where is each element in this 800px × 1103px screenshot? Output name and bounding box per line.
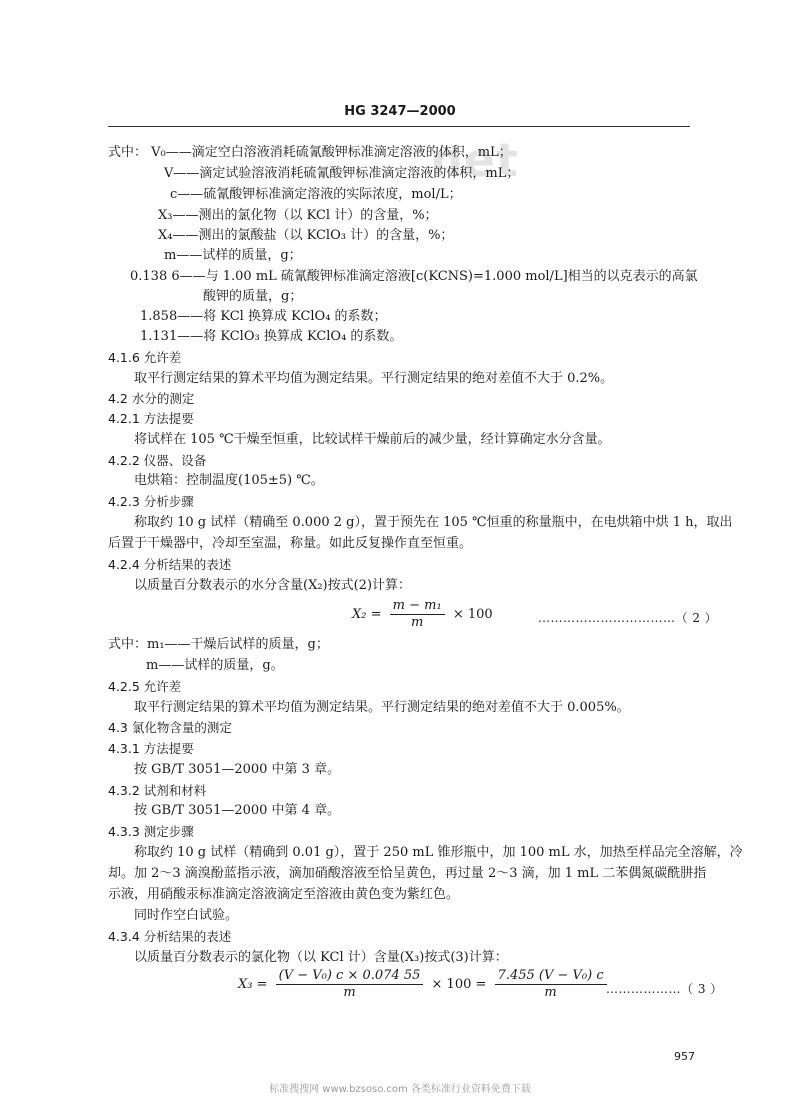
section-heading: 4.3.1 方法提要: [108, 741, 194, 756]
formula-3-number: ………………（ 3 ）: [606, 982, 723, 996]
text-line: 取平行测定结果的算术平均值为测定结果。平行测定结果的绝对差值不大于 0.2%。: [134, 371, 614, 386]
formula-3-mid: × 100 =: [431, 977, 487, 992]
formula-2-lhs: X₂ =: [352, 607, 382, 622]
formula-2-tail: × 100: [452, 607, 493, 622]
text-line: 后置于干燥器中，冷却至室温，称量。如此反复操作直至恒重。: [108, 536, 473, 551]
text-line: 电烘箱：控制温度(105±5) ℃。: [134, 473, 324, 488]
text-line: 取平行测定结果的算术平均值为测定结果。平行测定结果的绝对差值不大于 0.005%。: [134, 700, 630, 715]
section-heading: 4.3.2 试剂和材料: [108, 783, 207, 798]
formula-2-numerator: m − m₁: [390, 598, 445, 615]
section-heading: 4.2.1 方法提要: [108, 411, 194, 426]
formula-2-fraction: [390, 598, 445, 631]
text-line: c——硫氰酸钾标准滴定溶液的实际浓度，mol/L；: [170, 187, 462, 202]
formula-2-number: ……………………………（ 2 ）: [538, 611, 718, 625]
formula-3-fraction-1: [276, 968, 424, 1001]
text-line: 1.858——将 KCl 换算成 KClO₄ 的系数；: [140, 309, 387, 324]
text-line: X₄——测出的氯酸盐（以 KClO₃ 计）的含量，%；: [158, 228, 454, 243]
text-line: 称取约 10 g 试样（精确至 0.000 2 g），置于预先在 105 ℃恒重的称量瓶中，在电烘箱中烘 1 h，取出: [134, 515, 733, 530]
standard-header: HG 3247—2000: [344, 104, 456, 119]
text-line: 酸钾的质量，g；: [203, 289, 303, 304]
formula-3: [238, 968, 611, 1001]
section-heading: 4.3 氯化物含量的测定: [108, 720, 232, 735]
section-heading: 4.1.6 允许差: [108, 350, 182, 365]
section-heading: 4.2 水分的测定: [108, 391, 195, 406]
formula-2-denominator: m: [410, 615, 424, 630]
text-line: 式中：m₁——干燥后试样的质量，g；: [108, 637, 329, 652]
text-line: 以质量百分数表示的氯化物（以 KCl 计）含量(X₃)按式(3)计算：: [134, 950, 508, 965]
text-line: 以质量百分数表示的水分含量(X₂)按式(2)计算：: [134, 578, 412, 593]
text-line: m——试样的质量，g；: [164, 248, 302, 263]
text-line: 将试样在 105 ℃干燥至恒重，比较试样干燥前后的减少量，经计算确定水分含量。: [134, 432, 611, 447]
watermark: net: [430, 133, 519, 187]
formula-3-lhs: X₃ =: [238, 977, 268, 992]
page-number: 957: [674, 1050, 695, 1063]
text-line: 同时作空白试验。: [134, 908, 239, 923]
formula-3-fraction-2: [495, 968, 607, 1001]
text-line: X₃——测出的氯化物（以 KCl 计）的含量，%；: [158, 208, 438, 223]
section-heading: 4.3.4 分析结果的表述: [108, 929, 232, 944]
text-line: 按 GB/T 3051—2000 中第 4 章。: [134, 803, 341, 818]
section-heading: 4.2.5 允许差: [108, 679, 182, 694]
text-line: 示液，用硝酸汞标准滴定溶液滴定至溶液由黄色变为紫红色。: [108, 887, 460, 902]
section-heading: 4.2.2 仪器、设备: [108, 453, 207, 468]
section-heading: 4.3.3 测定步骤: [108, 824, 194, 839]
formula-3-numerator-1: (V − V₀) c × 0.074 55: [276, 968, 424, 985]
section-heading: 4.2.4 分析结果的表述: [108, 557, 232, 572]
formula-3-denominator-1: m: [343, 985, 356, 1000]
text-line: V——滴定试验溶液消耗硫氰酸钾标准滴定溶液的体积，mL；: [164, 166, 520, 181]
text-line: 却。加 2～3 滴溴酚蓝指示液，滴加硝酸溶液至恰呈黄色，再过量 2～3 滴，加 1 mL 二苯偶氮碳酰肼指: [108, 866, 707, 881]
text-line: 1.131——将 KClO₃ 换算成 KClO₄ 的系数。: [140, 329, 403, 344]
footer-banner: 标准搜搜网 www.bzsoso.com 各类标准行业资料免费下载: [269, 1084, 531, 1095]
formula-3-numerator-2: 7.455 (V − V₀) c: [495, 968, 607, 985]
text-line: 按 GB/T 3051—2000 中第 3 章。: [134, 762, 341, 777]
text-line: 式中： V₀——滴定空白溶液消耗硫氰酸钾标准滴定溶液的体积，mL；: [108, 145, 512, 160]
section-heading: 4.2.3 分析步骤: [108, 494, 194, 509]
formula-3-denominator-2: m: [544, 985, 557, 1000]
text-line: 0.138 6——与 1.00 mL 硫氰酸钾标准滴定溶液[c(KCNS)=1.000 mol/L]相当的以克表示的高氯: [130, 269, 698, 284]
formula-2: [352, 598, 493, 631]
text-line: 称取约 10 g 试样（精确到 0.01 g），置于 250 mL 锥形瓶中，加 100 mL 水，加热至样品完全溶解，冷: [134, 845, 743, 860]
text-line: m——试样的质量，g。: [146, 658, 284, 673]
header-rule: [108, 126, 690, 127]
